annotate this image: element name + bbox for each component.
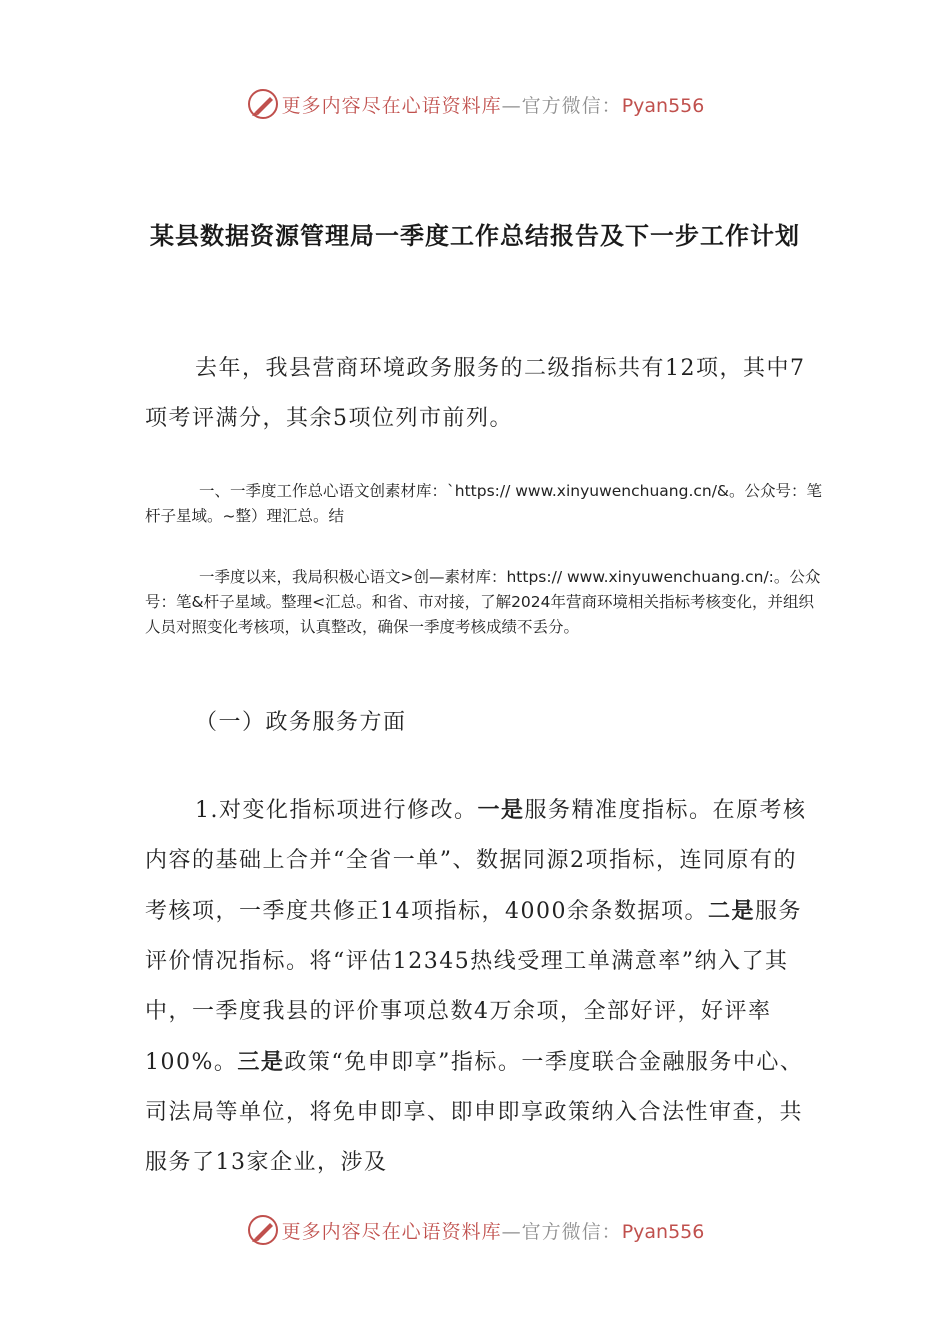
body-paragraph: 1.对变化指标项进行修改。一是服务精准度指标。在原考核内容的基础上合并“全省一单”、数据同源2项指标，连同原有的考核项，一季度共修正14项指标，4000余条数据项。二是服务评价情况指标。将“评估12345热线受理工单满意率”纳入了其中，一季度我县的评价事项总数4万余项，全部好评，好评率100%。三是政策“免申即享”指标。一季度联合金融服务中心、司法局等单位，将免申即享、即申即享政策纳入合法性审查，共服务了13家企业，涉及 [145, 797, 807, 1175]
document-title: 某县数据资源管理局一季度工作总结报告及下一步工作计划 [150, 221, 800, 250]
pen-logo-icon [246, 1213, 280, 1247]
pen-logo-icon [246, 87, 280, 121]
intro-paragraph: 去年，我县营商环境政务服务的二级指标共有12项，其中7项考评满分，其余5项位列市前列。 [145, 356, 806, 431]
watermark-text: 更多内容尽在心语资料库—官方微信：Pyan556 [281, 1220, 705, 1243]
watermark-banner-top [0, 84, 950, 124]
watermark-text: 更多内容尽在心语资料库—官方微信：Pyan556 [281, 94, 705, 117]
summary-paragraph: 一季度以来，我局积极心语文>创—素材库：https:// www.xinyuwenchuang.cn/:。公众号：笔&杆子星域。整理<汇总。和省、市对接，了解2024年营商环境相关指标考核变化，并组织人员对照变化考核项，认真整改，确保一季度考核成绩不丢分。 [145, 568, 821, 636]
subsection-heading: （一）政务服务方面 [195, 710, 407, 735]
watermark-banner-bottom [0, 1210, 950, 1250]
section-heading-summary: 一、一季度工作总心语文创素材库：`https:// www.xinyuwenchuang.cn/&。公众号：笔杆子星域。~整）理汇总。结 [145, 482, 823, 525]
